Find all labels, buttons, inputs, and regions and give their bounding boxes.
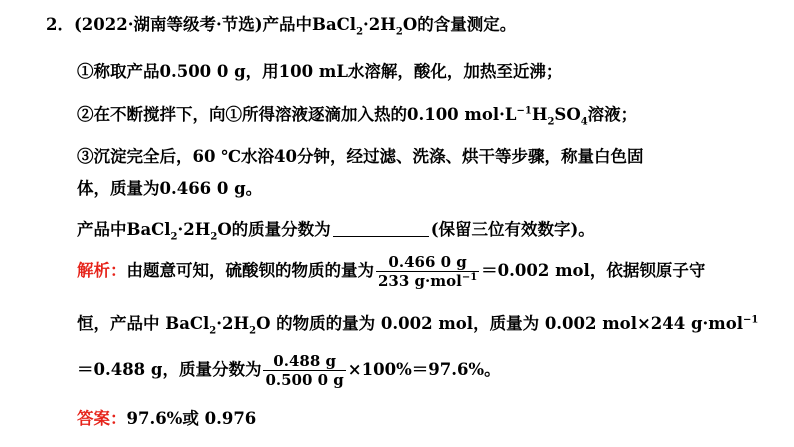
ask-text: O的质量分数为 (217, 220, 331, 239)
intro-text: 产品中BaCl (262, 15, 357, 34)
superscript: −1 (461, 272, 478, 283)
step-2-text: ②在不断搅拌下，向①所得溶液逐滴加入热的0.100 mol·L (77, 105, 517, 124)
solution-text: O 的物质的量为 0.002 mol，质量为 0.002 mol×244 g·mol (256, 314, 743, 333)
intro-text: O的含量测定。 (402, 15, 517, 34)
superscript: −1 (742, 314, 759, 326)
question-source: (2022·湖南等级考·节选) (73, 15, 263, 34)
intro-text: ·2H (363, 15, 396, 34)
question-number: 2． (46, 15, 74, 34)
solution-line-2 (77, 313, 758, 335)
solution-line-3 (77, 350, 501, 390)
step-2 (77, 104, 637, 126)
solution-text: ＝0.488 g，质量分数为 (77, 360, 262, 379)
subscript: 2 (210, 231, 218, 243)
subscript: 2 (170, 231, 178, 243)
step-1 (77, 61, 562, 83)
fraction-1 (376, 253, 479, 290)
solution-label: 解析： (77, 261, 127, 280)
answer-blank (333, 220, 429, 237)
step-3-line-1 (77, 146, 643, 168)
superscript: −1 (516, 105, 532, 117)
fraction-denominator (376, 271, 479, 290)
subscript: 2 (249, 325, 257, 337)
step-1-text: ①称取产品0.500 0 g，用100 mL水溶解，酸化，加热至近沸； (77, 62, 563, 81)
answer-line (77, 408, 256, 430)
step-2-text: 溶液； (587, 105, 638, 124)
fraction-denominator: 0.500 0 g (265, 371, 344, 389)
subscript: 2 (395, 26, 403, 38)
fraction-numerator: 0.466 0 g (388, 253, 467, 271)
question-title (46, 14, 516, 36)
answer-label: 答案： (77, 409, 127, 428)
subscript: 4 (580, 116, 588, 128)
fraction-denominator-text: 233 g·mol (378, 272, 462, 290)
ask-text: (保留三位有效数字)。 (430, 220, 595, 239)
answer-value: 97.6%或 0.976 (126, 409, 257, 428)
fraction-numerator: 0.488 g (273, 352, 336, 370)
solution-line-1 (77, 251, 705, 291)
solution-text: 由题意可知，硫酸钡的物质的量为 (126, 261, 374, 280)
solution-text: ·2H (216, 314, 250, 333)
ask-text: ·2H (177, 220, 211, 239)
subscript: 2 (547, 116, 555, 128)
step-2-text: H (531, 105, 548, 124)
fraction-2 (263, 352, 345, 389)
solution-text: ＝0.002 mol，依据钡原子守 (481, 261, 706, 280)
solution-text: ×100%＝97.6%。 (347, 360, 501, 379)
question-ask (77, 219, 595, 241)
step-3-text: 体，质量为0.466 0 g。 (77, 179, 263, 198)
step-3-line-2 (77, 178, 262, 200)
step-3-text: ③沉淀完全后，60 ℃水浴40分钟，经过滤、洗涤、烘干等步骤，称量白色固 (77, 147, 644, 166)
subscript: 2 (356, 26, 364, 38)
solution-text: 恒，产品中 BaCl (77, 314, 210, 333)
ask-text: 产品中BaCl (77, 220, 171, 239)
subscript: 2 (209, 325, 217, 337)
step-2-text: SO (554, 105, 581, 124)
